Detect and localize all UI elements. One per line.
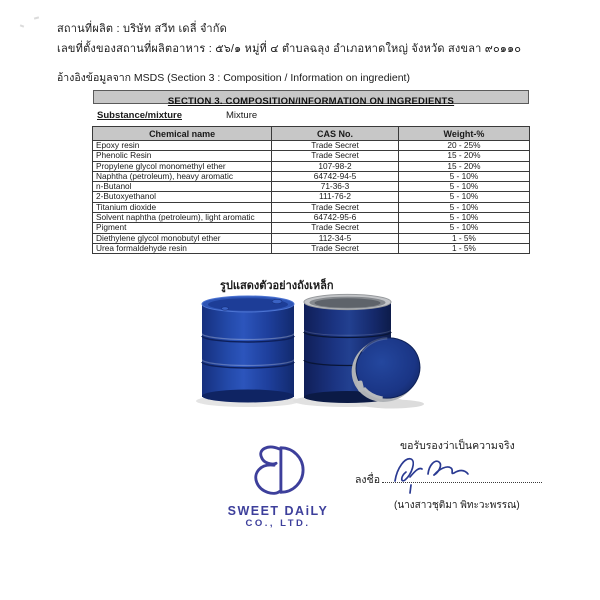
section-header-bar [93, 90, 529, 107]
cas-no-cell: 112-34-5 [272, 233, 399, 243]
weight-cell: 1 - 5% [398, 243, 529, 253]
stamp-company-name: SWEET DAiLY [227, 504, 329, 518]
table-row [93, 182, 530, 192]
col-header-weight: Weight-% [398, 127, 529, 141]
col-header-cas-no: CAS No. [272, 127, 399, 141]
cas-no-cell: 107-98-2 [272, 161, 399, 171]
cas-no-cell: Trade Secret [272, 141, 399, 151]
table-row [93, 171, 530, 181]
weight-cell: 15 - 20% [398, 161, 529, 171]
stamp-company-suffix: CO., LTD. [245, 518, 311, 529]
chemical-name-cell: Pigment [93, 223, 272, 233]
weight-cell: 20 - 25% [398, 141, 529, 151]
figure-caption: รูปแสดงตัวอย่างถังเหล็ก [220, 280, 334, 292]
substance-mixture-label: Substance/mixture [97, 110, 182, 121]
weight-cell: 15 - 20% [398, 151, 529, 161]
table-row [93, 161, 530, 171]
chemical-name-cell: 2-Butoxyethanol [93, 192, 272, 202]
closed-drum [202, 296, 294, 403]
drum-bung [272, 299, 282, 303]
chemical-name-cell: n-Butanol [93, 182, 272, 192]
chemical-name-cell: Solvent naphtha (petroleum), light aromatic [93, 213, 272, 223]
weight-cell: 1 - 5% [398, 233, 529, 243]
cas-no-cell: Trade Secret [272, 223, 399, 233]
cas-no-cell: 111-76-2 [272, 192, 399, 202]
chemical-name-cell: Titanium dioxide [93, 202, 272, 212]
signer-name: (นางสาวชุติมา พิทะวะพรรณ) [394, 500, 520, 511]
drum-bung [221, 307, 228, 310]
chemical-name-cell: Phenolic Resin [93, 151, 272, 161]
table-row [93, 151, 530, 161]
chemical-name-cell: Naphtha (petroleum), heavy aromatic [93, 171, 272, 181]
chemical-name-cell: Diethylene glycol monobutyl ether [93, 233, 272, 243]
scan-smudge [18, 15, 48, 33]
table-header-row [93, 127, 530, 141]
cas-no-cell: 64742-94-5 [272, 171, 399, 181]
cas-no-cell: 64742-95-6 [272, 213, 399, 223]
ingredients-table [92, 126, 530, 254]
msds-reference-line: อ้างอิงข้อมูลจาก MSDS (Section 3 : Composition / Information on ingredient) [57, 72, 410, 84]
address-line: เลขที่ตั้งของสถานที่ผลิตอาหาร : ๕๖/๑ หมู่ที่ ๔ ตำบลฉลุง อำเภอหาดใหญ่ จังหวัด สงขลา ๙๐๑๑๐ [57, 43, 522, 55]
cas-no-cell: 71-36-3 [272, 182, 399, 192]
producer-line: สถานที่ผลิต : บริษัท สวีท เดลี่ จำกัด [57, 23, 227, 35]
col-header-chemical-name: Chemical name [93, 127, 272, 141]
table-row [93, 213, 530, 223]
weight-cell: 5 - 10% [398, 171, 529, 181]
cas-no-cell: Trade Secret [272, 243, 399, 253]
weight-cell: 5 - 10% [398, 182, 529, 192]
weight-cell: 5 - 10% [398, 213, 529, 223]
table-row [93, 192, 530, 202]
cas-no-cell: Trade Secret [272, 151, 399, 161]
chemical-name-cell: Propylene glycol monomethyl ether [93, 161, 272, 171]
section-title: SECTION 3. COMPOSITION/INFORMATION ON INGREDIENTS [167, 96, 455, 107]
ingredients-tbody [93, 141, 530, 254]
chemical-name-cell: Urea formaldehyde resin [93, 243, 272, 253]
table-row [93, 233, 530, 243]
weight-cell: 5 - 10% [398, 223, 529, 233]
certification-statement: ขอรับรองว่าเป็นความจริง [400, 440, 515, 452]
cas-no-cell: Trade Secret [272, 202, 399, 212]
table-row [93, 243, 530, 253]
substance-mixture-value: Mixture [226, 110, 258, 121]
chemical-name-cell: Epoxy resin [93, 141, 272, 151]
weight-cell: 5 - 10% [398, 192, 529, 202]
sd-monogram-icon [249, 444, 307, 498]
table-row [93, 223, 530, 233]
handwritten-signature [388, 450, 492, 496]
table-row [93, 141, 530, 151]
blue-steel-drums-image [180, 290, 460, 418]
company-stamp [216, 444, 340, 529]
sign-label: ลงชื่อ [355, 474, 380, 486]
table-row [93, 202, 530, 212]
weight-cell: 5 - 10% [398, 202, 529, 212]
